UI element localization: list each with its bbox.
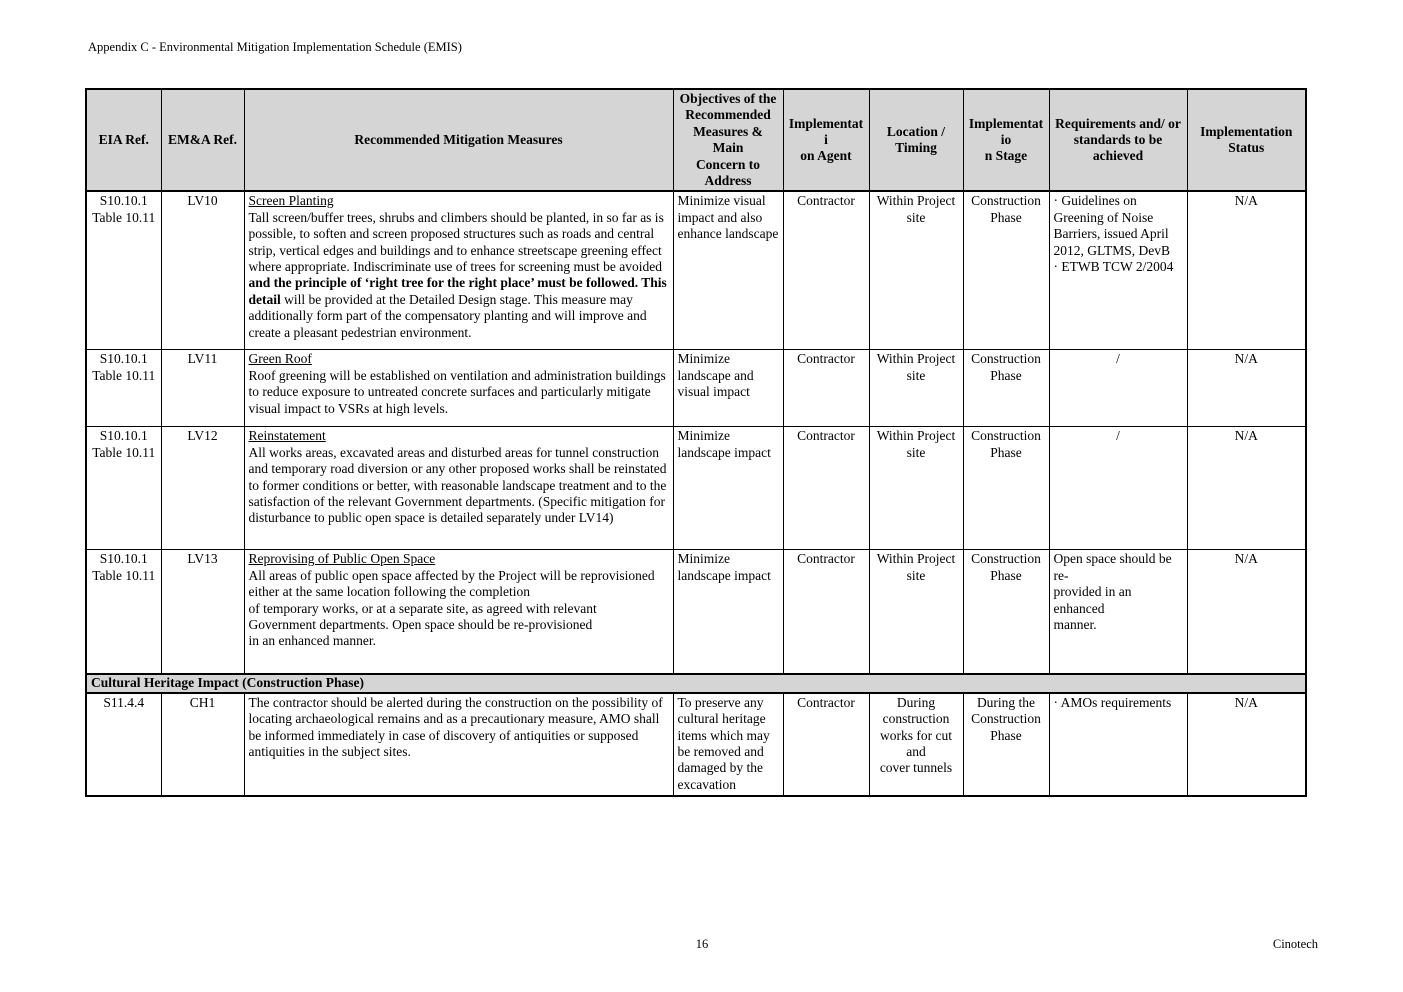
cell-measure	[244, 693, 673, 796]
measure-title: Green Roof	[248, 351, 312, 367]
cell-status: N/A	[1187, 550, 1306, 675]
header-measures: Recommended Mitigation Measures	[244, 89, 673, 191]
measure-body-end: will be provided at the Detailed Design stage. This measure may additionally form part of the compensatory planting and will improve and create a pleasant pedestrian environment.	[248, 291, 651, 340]
cell-agent: Contractor	[783, 693, 869, 796]
section-header-row	[86, 674, 1306, 692]
cell-agent: Contractor	[783, 427, 869, 550]
header-location: Location / Timing	[869, 89, 963, 191]
appendix-header: Appendix C - Environmental Mitigation Implementation Schedule (EMIS)	[88, 40, 462, 54]
cell-objective: Minimize landscape impact	[673, 550, 783, 675]
table-row-lv11	[86, 350, 1306, 427]
measure-body: All areas of public open space affected by the Project will be reprovisioned either at the same location following the completion of temporary works, or at a separate site, as agreed with relevant Government departments. Open space should be re-provisioned in an enhanced manner.	[248, 567, 655, 649]
cell-stage: Construction Phase	[963, 550, 1049, 675]
cell-eia-ref: S10.10.1 Table 10.11	[86, 191, 161, 350]
cell-stage: Construction Phase	[963, 427, 1049, 550]
cell-eia-ref: S10.10.1 Table 10.11	[86, 427, 161, 550]
measure-body: All works areas, excavated areas and disturbed areas for tunnel construction and temporary road diversion or any other proposed works shall be reinstated to former conditions or better, with reasonable landscape treatment and to the satisfaction of the relevant Government departments. (Specific mitigation for disturbance to public open space is detailed separately under LV14)	[248, 444, 670, 526]
cell-requirements: · Guidelines on Greening of Noise Barriers, issued April 2012, GLTMS, DevB · ETWB TCW 2/2004	[1049, 191, 1187, 350]
cell-agent: Contractor	[783, 191, 869, 350]
measure-body: The contractor should be alerted during the construction on the possibility of locating archaeological remains and as a precautionary measure, AMO shall be informed immediately in case of discovery of antiquities or supposed antiquities in the subject sites.	[248, 694, 667, 760]
cell-eia-ref: S10.10.1 Table 10.11	[86, 350, 161, 427]
header-stage: Implementatio n Stage	[963, 89, 1049, 191]
cell-measure	[244, 191, 673, 350]
emis-table	[85, 88, 1307, 797]
page-number: 16	[695, 937, 709, 951]
cell-eia-ref: S10.10.1 Table 10.11	[86, 550, 161, 675]
cell-eia-ref: S11.4.4	[86, 693, 161, 796]
cell-status: N/A	[1187, 350, 1306, 427]
cell-ema-ref: LV11	[161, 350, 244, 427]
cell-location: Within Project site	[869, 550, 963, 675]
cell-stage: Construction Phase	[963, 191, 1049, 350]
cell-ema-ref: CH1	[161, 693, 244, 796]
cell-agent: Contractor	[783, 550, 869, 675]
header-requirements: Requirements and/ or standards to be achieved	[1049, 89, 1187, 191]
cell-status: N/A	[1187, 427, 1306, 550]
footer-company-name: Cinotech	[1272, 937, 1318, 951]
cell-measure	[244, 550, 673, 675]
measure-title: Reprovising of Public Open Space	[248, 551, 436, 567]
cell-objective: Minimize landscape and visual impact	[673, 350, 783, 427]
cell-objective: To preserve any cultural heritage items which may be removed and damaged by the excavation	[673, 693, 783, 796]
measure-body: Tall screen/buffer trees, shrubs and climbers should be planted, in so far as is possible, to soften and screen proposed structures such as roads and central strip, vertical edges and buildings and to enhance streetscape greening effect where appropriate. Indiscriminate use of trees for screening must be avoided	[248, 209, 668, 275]
table-header-row	[86, 89, 1306, 191]
cell-status: N/A	[1187, 693, 1306, 796]
table-row-ch1	[86, 693, 1306, 796]
cell-status: N/A	[1187, 191, 1306, 350]
measure-body-bold: and the principle of ‘right tree for the right place’ must be followed. This detail	[248, 275, 671, 307]
measure-title: Screen Planting	[248, 193, 334, 209]
cell-requirements: · AMOs requirements	[1049, 693, 1187, 796]
measure-title: Reinstatement	[248, 428, 326, 444]
cell-stage: Construction Phase	[963, 350, 1049, 427]
table-row-lv13	[86, 550, 1306, 675]
cell-agent: Contractor	[783, 350, 869, 427]
header-eia-ref: EIA Ref.	[86, 89, 161, 191]
cell-location: Within Project site	[869, 427, 963, 550]
cell-objective: Minimize visual impact and also enhance landscape	[673, 191, 783, 350]
cell-location: During construction works for cut and cover tunnels	[869, 693, 963, 796]
table-row-lv12	[86, 427, 1306, 550]
cell-objective: Minimize landscape impact	[673, 427, 783, 550]
cell-ema-ref: LV12	[161, 427, 244, 550]
cell-measure	[244, 350, 673, 427]
cell-measure	[244, 427, 673, 550]
cell-requirements: /	[1049, 427, 1187, 550]
cell-requirements: /	[1049, 350, 1187, 427]
cell-ema-ref: LV13	[161, 550, 244, 675]
header-agent: Implementati on Agent	[783, 89, 869, 191]
cell-stage: During the Construction Phase	[963, 693, 1049, 796]
header-ema-ref: EM&A Ref.	[161, 89, 244, 191]
cell-requirements: Open space should be re- provided in an enhanced manner.	[1049, 550, 1187, 675]
cell-location: Within Project site	[869, 350, 963, 427]
cell-location: Within Project site	[869, 191, 963, 350]
cell-ema-ref: LV10	[161, 191, 244, 350]
table-row-lv10	[86, 191, 1306, 350]
section-header: Cultural Heritage Impact (Construction Phase)	[86, 674, 1306, 692]
header-objectives: Objectives of the Recommended Measures & Main Concern to Address	[673, 89, 783, 191]
header-status: Implementation Status	[1187, 89, 1306, 191]
measure-body: Roof greening will be established on ventilation and administration buildings to reduce exposure to untreated concrete surfaces and particularly mitigate visual impact to VSRs at high levels.	[248, 367, 670, 416]
